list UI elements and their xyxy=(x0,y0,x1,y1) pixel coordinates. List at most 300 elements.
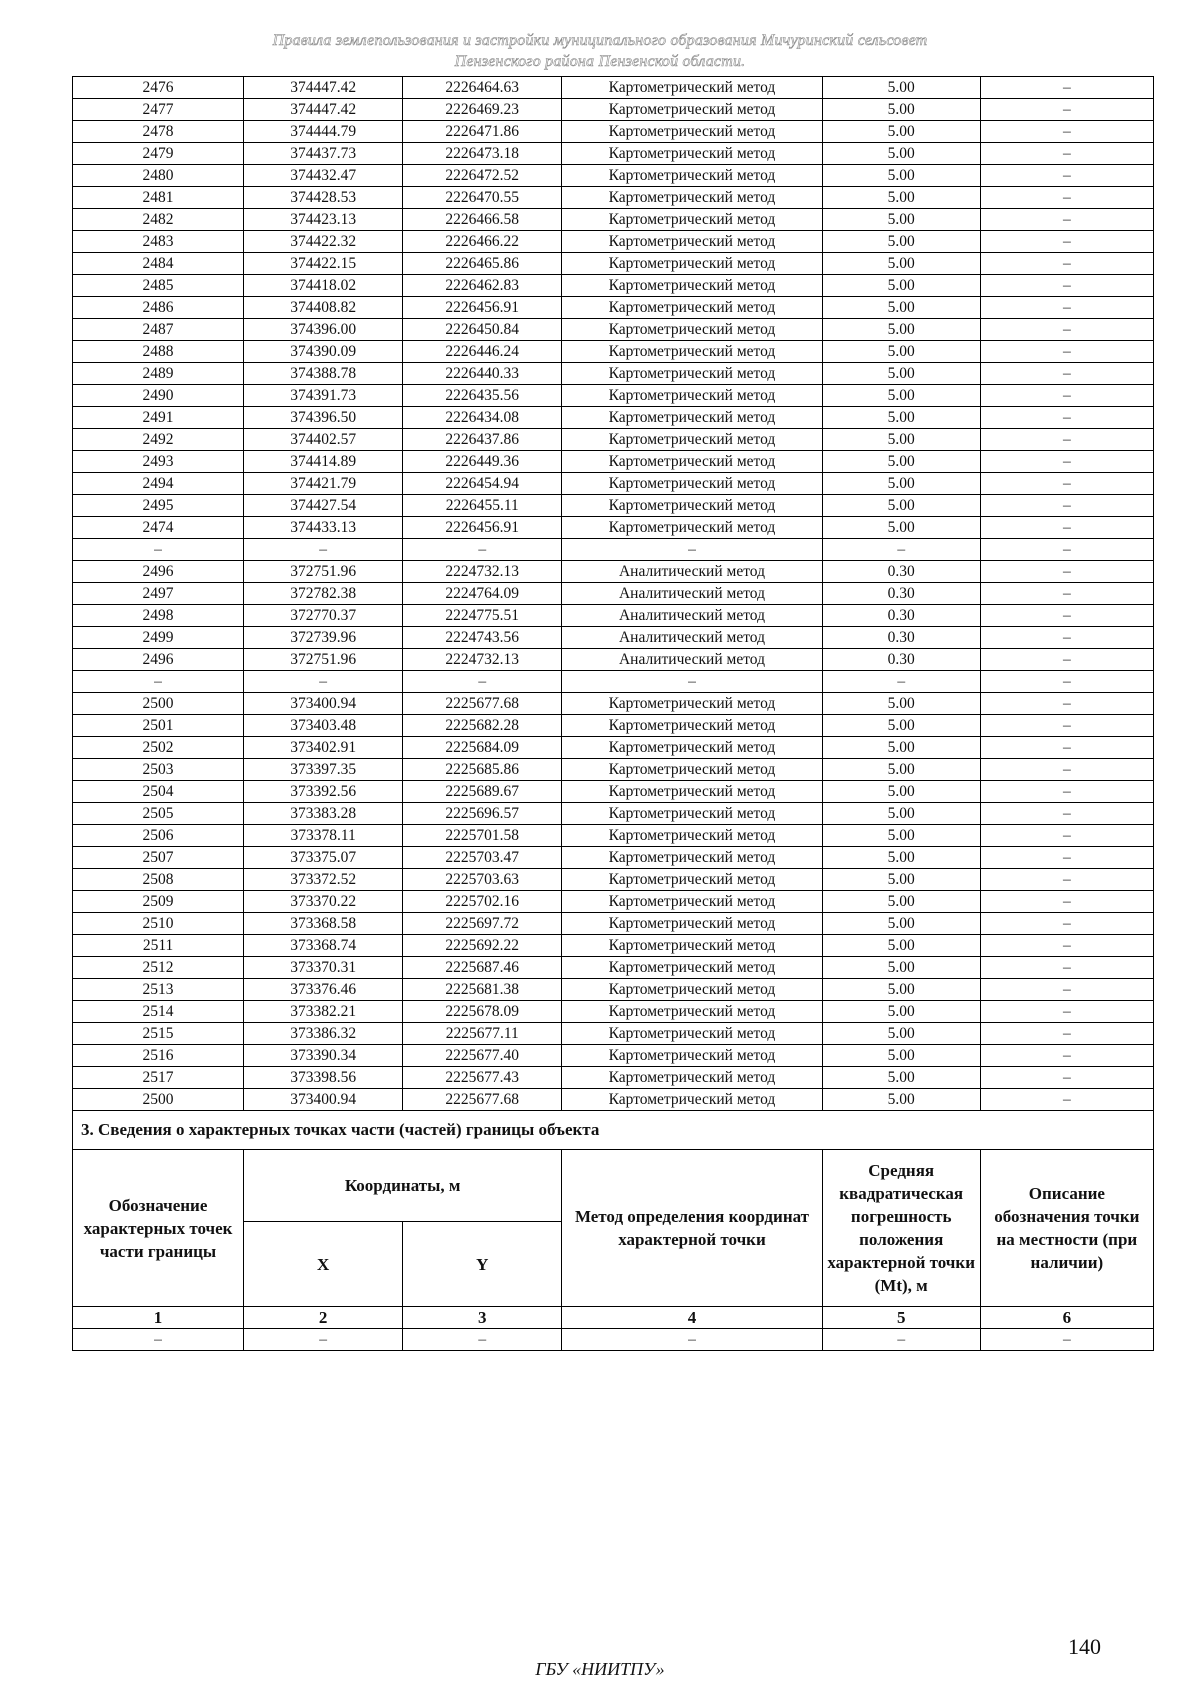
table-cell: – xyxy=(562,1329,822,1351)
table-row xyxy=(73,341,1154,363)
table-cell: 2479 xyxy=(73,143,244,165)
table-cell: 2476 xyxy=(73,77,244,99)
table-cell: 5.00 xyxy=(822,1023,980,1045)
table-cell: 2516 xyxy=(73,1045,244,1067)
table-cell: Картометрический метод xyxy=(562,253,822,275)
table-cell: 374408.82 xyxy=(244,297,403,319)
table-row xyxy=(73,363,1154,385)
table-row xyxy=(73,891,1154,913)
table-cell: 5.00 xyxy=(822,495,980,517)
table-row xyxy=(73,429,1154,451)
table-cell: 0.30 xyxy=(822,649,980,671)
table-cell: 2504 xyxy=(73,781,244,803)
table-row xyxy=(73,979,1154,1001)
table-cell: 374437.73 xyxy=(244,143,403,165)
table-cell: – xyxy=(980,979,1153,1001)
table-cell: – xyxy=(980,1045,1153,1067)
document-footer: ГБУ «НИИТПУ» xyxy=(535,1659,665,1679)
table-cell: – xyxy=(73,671,244,693)
table-cell: 374447.42 xyxy=(244,99,403,121)
table-cell: 372751.96 xyxy=(244,649,403,671)
table-cell: 2225692.22 xyxy=(403,935,562,957)
header-mean-square-error: Средняя квадратическая погрешность положения характерной точки (Mt), м xyxy=(822,1150,980,1307)
table-cell: – xyxy=(980,77,1153,99)
table-cell: 374427.54 xyxy=(244,495,403,517)
table-cell: Картометрический метод xyxy=(562,495,822,517)
table-cell: Картометрический метод xyxy=(562,209,822,231)
table-cell: 372770.37 xyxy=(244,605,403,627)
table-cell: 2493 xyxy=(73,451,244,473)
table-row xyxy=(73,737,1154,759)
header-method: Метод определения координат характерной точки xyxy=(562,1150,822,1307)
table-row xyxy=(73,231,1154,253)
table-cell: 2500 xyxy=(73,1089,244,1111)
table-cell: Картометрический метод xyxy=(562,935,822,957)
table-cell: 2500 xyxy=(73,693,244,715)
table-row xyxy=(73,407,1154,429)
table-cell: – xyxy=(244,1329,403,1351)
table-cell: 373370.31 xyxy=(244,957,403,979)
table-cell: – xyxy=(980,847,1153,869)
table-cell: 373368.74 xyxy=(244,935,403,957)
table-cell: 2225677.68 xyxy=(403,1089,562,1111)
table-cell: – xyxy=(403,539,562,561)
table-cell: 2513 xyxy=(73,979,244,1001)
table-cell: 2226466.58 xyxy=(403,209,562,231)
table-cell: Картометрический метод xyxy=(562,231,822,253)
table-cell: – xyxy=(980,275,1153,297)
table-cell: 0.30 xyxy=(822,605,980,627)
table-cell: 2225697.72 xyxy=(403,913,562,935)
table-cell: Картометрический метод xyxy=(562,187,822,209)
table-cell: 5.00 xyxy=(822,715,980,737)
table-cell: 2498 xyxy=(73,605,244,627)
table-cell: – xyxy=(980,539,1153,561)
table-row xyxy=(73,209,1154,231)
table-cell: Картометрический метод xyxy=(562,341,822,363)
table-cell: 2225677.40 xyxy=(403,1045,562,1067)
table-cell: 5.00 xyxy=(822,1067,980,1089)
table-cell: 373375.07 xyxy=(244,847,403,869)
table-cell: 2491 xyxy=(73,407,244,429)
table-cell: 2226446.24 xyxy=(403,341,562,363)
table-cell: 2488 xyxy=(73,341,244,363)
table-cell: 374432.47 xyxy=(244,165,403,187)
table-cell: 5.00 xyxy=(822,869,980,891)
table-cell: – xyxy=(980,429,1153,451)
table-cell: – xyxy=(980,187,1153,209)
table-cell: 2224743.56 xyxy=(403,627,562,649)
table-cell: 5.00 xyxy=(822,143,980,165)
table-cell: 373403.48 xyxy=(244,715,403,737)
table-cell: – xyxy=(980,737,1153,759)
table-cell: 373397.35 xyxy=(244,759,403,781)
table-cell: Картометрический метод xyxy=(562,1045,822,1067)
table-cell: 2224732.13 xyxy=(403,561,562,583)
table-cell: Картометрический метод xyxy=(562,847,822,869)
table-cell: 2226462.83 xyxy=(403,275,562,297)
table-cell: 2226455.11 xyxy=(403,495,562,517)
table-cell: 2511 xyxy=(73,935,244,957)
table-row xyxy=(73,99,1154,121)
table-cell: 5.00 xyxy=(822,451,980,473)
table-cell: Картометрический метод xyxy=(562,803,822,825)
table-cell: 372751.96 xyxy=(244,561,403,583)
table-cell: – xyxy=(244,539,403,561)
table-cell: 2226437.86 xyxy=(403,429,562,451)
table-cell: 5.00 xyxy=(822,1001,980,1023)
table-cell: 2225703.63 xyxy=(403,869,562,891)
table-cell: Картометрический метод xyxy=(562,473,822,495)
table-cell: 5.00 xyxy=(822,935,980,957)
table-row xyxy=(73,319,1154,341)
table-cell: 2499 xyxy=(73,627,244,649)
table-row xyxy=(73,825,1154,847)
table-cell: Картометрический метод xyxy=(562,737,822,759)
table-cell: – xyxy=(980,495,1153,517)
table-cell: 2505 xyxy=(73,803,244,825)
table-cell: 2496 xyxy=(73,649,244,671)
table-cell: – xyxy=(980,1329,1153,1351)
table-cell: – xyxy=(980,209,1153,231)
table-cell: 374421.79 xyxy=(244,473,403,495)
table-cell: 2225677.43 xyxy=(403,1067,562,1089)
table-cell: 374422.32 xyxy=(244,231,403,253)
table-cell: 2225703.47 xyxy=(403,847,562,869)
table-cell: 374447.42 xyxy=(244,77,403,99)
table-cell: Картометрический метод xyxy=(562,275,822,297)
table-cell: 5.00 xyxy=(822,693,980,715)
table-cell: – xyxy=(980,781,1153,803)
table-cell: 2226470.55 xyxy=(403,187,562,209)
table-row xyxy=(73,935,1154,957)
table-cell: 2503 xyxy=(73,759,244,781)
table-cell: Аналитический метод xyxy=(562,561,822,583)
table-cell: 0.30 xyxy=(822,583,980,605)
table-cell: 5.00 xyxy=(822,385,980,407)
table-cell: Картометрический метод xyxy=(562,451,822,473)
table-cell: 5.00 xyxy=(822,979,980,1001)
table-cell: 5.00 xyxy=(822,1045,980,1067)
table-cell: 2515 xyxy=(73,1023,244,1045)
table-cell: Картометрический метод xyxy=(562,781,822,803)
table-cell: – xyxy=(980,649,1153,671)
table-cell: 373390.34 xyxy=(244,1045,403,1067)
header-designation: Обозначение характерных точек части границы xyxy=(73,1150,244,1307)
table-cell: – xyxy=(980,869,1153,891)
table-cell: 2225684.09 xyxy=(403,737,562,759)
header-line-2: Пензенского района Пензенской области. xyxy=(454,53,746,70)
column-number: 1 xyxy=(73,1307,244,1329)
table-cell: – xyxy=(822,539,980,561)
table-cell: 2225682.28 xyxy=(403,715,562,737)
table-cell: – xyxy=(244,671,403,693)
table-cell: – xyxy=(980,935,1153,957)
table-cell: Картометрический метод xyxy=(562,319,822,341)
section-3-title: 3. Сведения о характерных точках части (частей) границы объекта xyxy=(73,1111,1154,1150)
table-cell: 2474 xyxy=(73,517,244,539)
table-row xyxy=(73,1001,1154,1023)
table-cell: 2497 xyxy=(73,583,244,605)
table-cell: Картометрический метод xyxy=(562,759,822,781)
table-cell: Аналитический метод xyxy=(562,649,822,671)
table-cell: 2226471.86 xyxy=(403,121,562,143)
table-cell: Картометрический метод xyxy=(562,121,822,143)
table-cell: 374428.53 xyxy=(244,187,403,209)
table-cell: 374444.79 xyxy=(244,121,403,143)
table-cell: 2226434.08 xyxy=(403,407,562,429)
table-row xyxy=(73,913,1154,935)
table-cell: – xyxy=(980,143,1153,165)
table-cell: 2225685.86 xyxy=(403,759,562,781)
table-cell: 374433.13 xyxy=(244,517,403,539)
column-number-row xyxy=(73,1307,1154,1329)
page-number: 140 xyxy=(1068,1634,1101,1659)
table-cell: – xyxy=(822,1329,980,1351)
table-row xyxy=(73,1023,1154,1045)
table-row xyxy=(73,781,1154,803)
table-cell: 2226465.86 xyxy=(403,253,562,275)
table-cell: 373386.32 xyxy=(244,1023,403,1045)
table-cell: 2496 xyxy=(73,561,244,583)
table-cell: Картометрический метод xyxy=(562,143,822,165)
table-cell: – xyxy=(980,319,1153,341)
table-cell: – xyxy=(980,1089,1153,1111)
table-cell: Аналитический метод xyxy=(562,605,822,627)
table-row xyxy=(73,165,1154,187)
table-cell: 2226450.84 xyxy=(403,319,562,341)
table-cell: 373398.56 xyxy=(244,1067,403,1089)
table-cell: Картометрический метод xyxy=(562,363,822,385)
table-cell: Картометрический метод xyxy=(562,693,822,715)
table-cell: – xyxy=(980,1067,1153,1089)
table-row xyxy=(73,1067,1154,1089)
table-cell: 5.00 xyxy=(822,847,980,869)
table-cell: 5.00 xyxy=(822,737,980,759)
table-cell: Картометрический метод xyxy=(562,1067,822,1089)
table-cell: 5.00 xyxy=(822,275,980,297)
table-cell: – xyxy=(980,627,1153,649)
table-row xyxy=(73,561,1154,583)
table-row xyxy=(73,77,1154,99)
table-cell: 2226440.33 xyxy=(403,363,562,385)
table-row xyxy=(73,539,1154,561)
table-row xyxy=(73,693,1154,715)
table-cell: 2225702.16 xyxy=(403,891,562,913)
table-cell: 5.00 xyxy=(822,187,980,209)
table-cell: – xyxy=(980,297,1153,319)
table-cell: 5.00 xyxy=(822,253,980,275)
table-row xyxy=(73,275,1154,297)
section-3-block xyxy=(73,1111,1154,1351)
table-cell: 2226473.18 xyxy=(403,143,562,165)
table-cell: 2517 xyxy=(73,1067,244,1089)
table-cell: 373400.94 xyxy=(244,693,403,715)
table-cell: 5.00 xyxy=(822,803,980,825)
table-cell: – xyxy=(980,825,1153,847)
table-cell: 5.00 xyxy=(822,825,980,847)
table-row xyxy=(73,143,1154,165)
table-cell: – xyxy=(980,451,1153,473)
table-cell: Картометрический метод xyxy=(562,1089,822,1111)
table-cell: – xyxy=(980,561,1153,583)
table-cell: Картометрический метод xyxy=(562,517,822,539)
table-cell: – xyxy=(980,583,1153,605)
table-cell: – xyxy=(562,539,822,561)
table-cell: 373392.56 xyxy=(244,781,403,803)
table-row xyxy=(73,583,1154,605)
table-cell: 2225689.67 xyxy=(403,781,562,803)
header-x: X xyxy=(244,1222,403,1307)
table-row xyxy=(73,451,1154,473)
table-cell: Картометрический метод xyxy=(562,891,822,913)
table-cell: 374396.00 xyxy=(244,319,403,341)
table-cell: – xyxy=(980,407,1153,429)
table-cell: 2512 xyxy=(73,957,244,979)
table-row xyxy=(73,1089,1154,1111)
table-cell: 2489 xyxy=(73,363,244,385)
table-row xyxy=(73,1045,1154,1067)
table-cell: Картометрический метод xyxy=(562,1023,822,1045)
table-cell: 372782.38 xyxy=(244,583,403,605)
table-cell: 5.00 xyxy=(822,165,980,187)
table-cell: 5.00 xyxy=(822,121,980,143)
table-cell: 2483 xyxy=(73,231,244,253)
table-row xyxy=(73,605,1154,627)
table-cell: 2506 xyxy=(73,825,244,847)
section-3-data-row xyxy=(73,1329,1154,1351)
table-row xyxy=(73,121,1154,143)
table-cell: – xyxy=(562,671,822,693)
table-cell: 2225701.58 xyxy=(403,825,562,847)
table-cell: 2226464.63 xyxy=(403,77,562,99)
table-cell: – xyxy=(980,715,1153,737)
table-cell: Картометрический метод xyxy=(562,979,822,1001)
column-number: 4 xyxy=(562,1307,822,1329)
table-cell: 373372.52 xyxy=(244,869,403,891)
table-row xyxy=(73,385,1154,407)
table-cell: – xyxy=(980,99,1153,121)
table-row xyxy=(73,957,1154,979)
table-cell: 2482 xyxy=(73,209,244,231)
table-row xyxy=(73,759,1154,781)
table-row xyxy=(73,715,1154,737)
table-cell: 2494 xyxy=(73,473,244,495)
table-cell: 2487 xyxy=(73,319,244,341)
section-3-title-row xyxy=(73,1111,1154,1150)
table-cell: 0.30 xyxy=(822,627,980,649)
table-cell: 2225677.11 xyxy=(403,1023,562,1045)
table-cell: Картометрический метод xyxy=(562,869,822,891)
table-cell: Картометрический метод xyxy=(562,715,822,737)
table-cell: 374390.09 xyxy=(244,341,403,363)
table-cell: – xyxy=(980,1023,1153,1045)
table-cell: – xyxy=(980,341,1153,363)
table-cell: 374402.57 xyxy=(244,429,403,451)
table-cell: – xyxy=(980,891,1153,913)
table-cell: 374418.02 xyxy=(244,275,403,297)
table-cell: – xyxy=(980,253,1153,275)
table-cell: – xyxy=(980,671,1153,693)
table-cell: 373400.94 xyxy=(244,1089,403,1111)
table-cell: 2226456.91 xyxy=(403,517,562,539)
table-cell: 5.00 xyxy=(822,319,980,341)
table-cell: 2224732.13 xyxy=(403,649,562,671)
table-cell: 374422.15 xyxy=(244,253,403,275)
coordinates-table xyxy=(72,76,1154,1351)
table-cell: 2225696.57 xyxy=(403,803,562,825)
table-cell: 2477 xyxy=(73,99,244,121)
table-cell: 2490 xyxy=(73,385,244,407)
table-cell: – xyxy=(980,759,1153,781)
table-cell: 5.00 xyxy=(822,781,980,803)
table-cell: 2225681.38 xyxy=(403,979,562,1001)
table-cell: Картометрический метод xyxy=(562,407,822,429)
table-cell: 374414.89 xyxy=(244,451,403,473)
header-description: Описание обозначения точки на местности (при наличии) xyxy=(980,1150,1153,1307)
table-cell: – xyxy=(980,957,1153,979)
column-number: 6 xyxy=(980,1307,1153,1329)
table-cell: 372739.96 xyxy=(244,627,403,649)
table-cell: 2480 xyxy=(73,165,244,187)
table-cell: 5.00 xyxy=(822,407,980,429)
table-row xyxy=(73,627,1154,649)
table-cell: 5.00 xyxy=(822,363,980,385)
table-cell: 2492 xyxy=(73,429,244,451)
table-cell: – xyxy=(980,1001,1153,1023)
table-cell: 373382.21 xyxy=(244,1001,403,1023)
table-cell: 2502 xyxy=(73,737,244,759)
table-cell: 5.00 xyxy=(822,759,980,781)
table-cell: Картометрический метод xyxy=(562,1001,822,1023)
table-row xyxy=(73,253,1154,275)
table-cell: Картометрический метод xyxy=(562,99,822,121)
table-cell: 5.00 xyxy=(822,231,980,253)
table-cell: 2224775.51 xyxy=(403,605,562,627)
table-cell: 373383.28 xyxy=(244,803,403,825)
table-cell: – xyxy=(980,913,1153,935)
table-cell: – xyxy=(403,671,562,693)
table-row xyxy=(73,803,1154,825)
table-cell: 2510 xyxy=(73,913,244,935)
table-cell: 5.00 xyxy=(822,297,980,319)
table-cell: 2226469.23 xyxy=(403,99,562,121)
table-row xyxy=(73,649,1154,671)
table-cell: 374388.78 xyxy=(244,363,403,385)
table-cell: 373370.22 xyxy=(244,891,403,913)
table-cell: 374423.13 xyxy=(244,209,403,231)
table-row xyxy=(73,517,1154,539)
table-cell: – xyxy=(980,121,1153,143)
table-cell: 2224764.09 xyxy=(403,583,562,605)
table-cell: 2514 xyxy=(73,1001,244,1023)
table-row xyxy=(73,473,1154,495)
table-cell: Аналитический метод xyxy=(562,583,822,605)
table-cell: 2226466.22 xyxy=(403,231,562,253)
column-number: 3 xyxy=(403,1307,562,1329)
table-cell: 5.00 xyxy=(822,1089,980,1111)
table-cell: – xyxy=(980,385,1153,407)
table-cell: – xyxy=(980,517,1153,539)
table-row xyxy=(73,869,1154,891)
column-number: 2 xyxy=(244,1307,403,1329)
table-row xyxy=(73,495,1154,517)
table-cell: 5.00 xyxy=(822,429,980,451)
section-3-header-row xyxy=(73,1150,1154,1222)
table-cell: – xyxy=(980,803,1153,825)
table-cell: 2495 xyxy=(73,495,244,517)
table-cell: 2225687.46 xyxy=(403,957,562,979)
